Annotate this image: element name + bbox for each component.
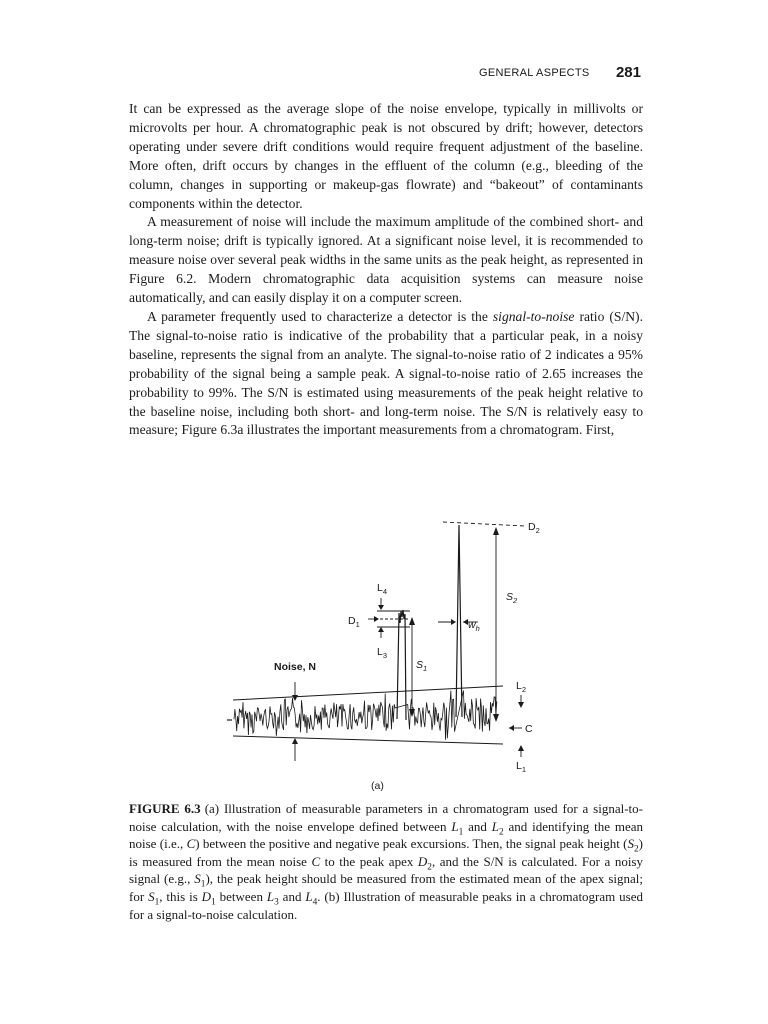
noise-arrowhead-bottom [292, 738, 298, 744]
text-run: and [278, 888, 306, 904]
figure-6-3a [200, 505, 580, 800]
chromatogram-diagram [200, 505, 580, 800]
label-s2: $S_2$ [506, 591, 518, 605]
text-run: It can be expressed as the average slope of the noise envelope, typically in millivolts or microvolts per hour. A chromatographic peak is not obscured by drift; however, detectors operating under severe drift conditions would require frequent adjustment of the baseline. More often, drift occurs by changes in the effluent of the column (e.g., bleeding of the column, changes in supporting or makeup-gas flowrate) and “bakeout” of contaminants components within the detector. [129, 101, 643, 211]
italic-text: S [627, 836, 634, 852]
l4-arrowhead [378, 605, 384, 610]
italic-text: S [148, 888, 155, 904]
l2-arrowhead [518, 702, 524, 708]
text-run: ratio (S/N). The signal-to-noise ratio is indicative of the probability that a particular peak, in a noisy baseline, represents the signal from an analyte. The signal-to-noise ratio of 2 indicates a 95% probability of the signal being a sample peak. A signal-to-noise ratio of 2.65 increases the probability to 99%. The S/N is estimated using measurements of the peak height relative to the baseline noise, including both short- and long-term noise. The S/N is relatively easy to measure; Figure 6.3a illustrates the important measurements from a chromatogram. First, [129, 308, 643, 438]
text-run: , and the S/N is calculated. For a noisy signal (e.g., [129, 853, 643, 887]
italic-text: L [451, 818, 459, 834]
paragraph [129, 308, 643, 440]
label-l2: $L_2$ [516, 680, 527, 694]
paragraph [129, 100, 643, 213]
subscript: 3 [274, 897, 279, 908]
label-l3: $L_3$ [377, 646, 388, 660]
body-text [129, 100, 643, 440]
italic-text: D [201, 888, 212, 904]
label-c: C [525, 723, 533, 735]
envelope-lower-line [233, 736, 503, 744]
l3-arrowhead [378, 627, 384, 632]
subscript: 1 [211, 897, 216, 908]
envelope-upper-line [233, 686, 503, 700]
text-run: ) is measured from the mean noise [129, 836, 644, 869]
text-run: A parameter frequently used to characterize a detector is the [147, 308, 493, 324]
subscript: 2 [634, 844, 639, 855]
text-run: and [463, 818, 492, 834]
text-run: to the peak apex [320, 853, 418, 869]
caption-body [129, 801, 643, 922]
italic-text: C [186, 836, 196, 852]
s2-arrowhead-bottom [493, 714, 499, 722]
italic-text: D [417, 853, 428, 869]
text-run: between [215, 888, 267, 904]
running-header [241, 64, 641, 82]
subscript: 4 [312, 897, 318, 908]
text-run: (a) Illustration of measurable parameters in a chromatogram used for a signal-to-noise calculation, with the noise envelope defined between [129, 801, 643, 834]
peak-s1 [397, 610, 406, 720]
c-arrowhead [509, 725, 514, 731]
italic-text: signal-to-noise [492, 308, 575, 324]
subscript: 1 [200, 879, 206, 890]
label-l1: $L_1$ [516, 760, 527, 774]
italic-text: C [311, 853, 321, 869]
text-run: , this is [159, 888, 202, 904]
page-number: 281 [615, 64, 641, 82]
text-run: . (b) Illustration of measurable peaks in a chromatogram used for a signal-to-noise calculation. [129, 888, 643, 922]
section-title: GENERAL ASPECTS [479, 66, 590, 79]
text-run: ), the peak height should be measured from the estimated mean of the apex signal; for [129, 871, 643, 904]
subscript: 2 [498, 827, 504, 838]
subscript: 2 [427, 862, 432, 873]
text-run: A measurement of noise will include the maximum amplitude of the combined short- and long-term noise; drift is typically ignored. At a significant noise level, it is recommended to measure noise over several peak widths in the same units as the peak height, as represented in Figure 6.2. Modern chromatographic data acquisition systems can measure noise automatically, and can easily display it on a computer screen. [129, 214, 643, 306]
l1-arrowhead [518, 745, 524, 751]
label-noise: Noise, N [274, 661, 317, 673]
paragraph [129, 213, 643, 308]
text-run: and identifying the mean noise (i.e., [129, 818, 643, 852]
caption-label: FIGURE 6.3 [129, 801, 201, 816]
label-l4: $L_4$ [377, 582, 388, 596]
label-d1: $D_1$ [348, 615, 360, 629]
label-s1: $S_1$ [416, 659, 428, 673]
d2-dashed-line [443, 522, 525, 526]
d1-arrowhead [374, 616, 379, 622]
italic-text: S [194, 871, 201, 887]
italic-text: L [305, 888, 313, 904]
label-d2: $D_2$ [528, 521, 540, 535]
figure-caption [129, 800, 643, 923]
italic-text: L [266, 888, 275, 904]
s1-arrowhead-top [409, 617, 415, 625]
label-wh: $w_h$ [468, 619, 480, 633]
wh-arrowhead-left [451, 619, 456, 625]
text-run: ) between the positive and negative peak excursions. Then, the signal peak height ( [195, 836, 628, 852]
italic-text: L [491, 818, 499, 834]
subscript: 1 [458, 827, 464, 838]
caption-paragraph [129, 800, 643, 923]
panel-label: (a) [371, 780, 384, 792]
subscript: 1 [154, 897, 160, 908]
s2-arrowhead-top [493, 527, 499, 535]
